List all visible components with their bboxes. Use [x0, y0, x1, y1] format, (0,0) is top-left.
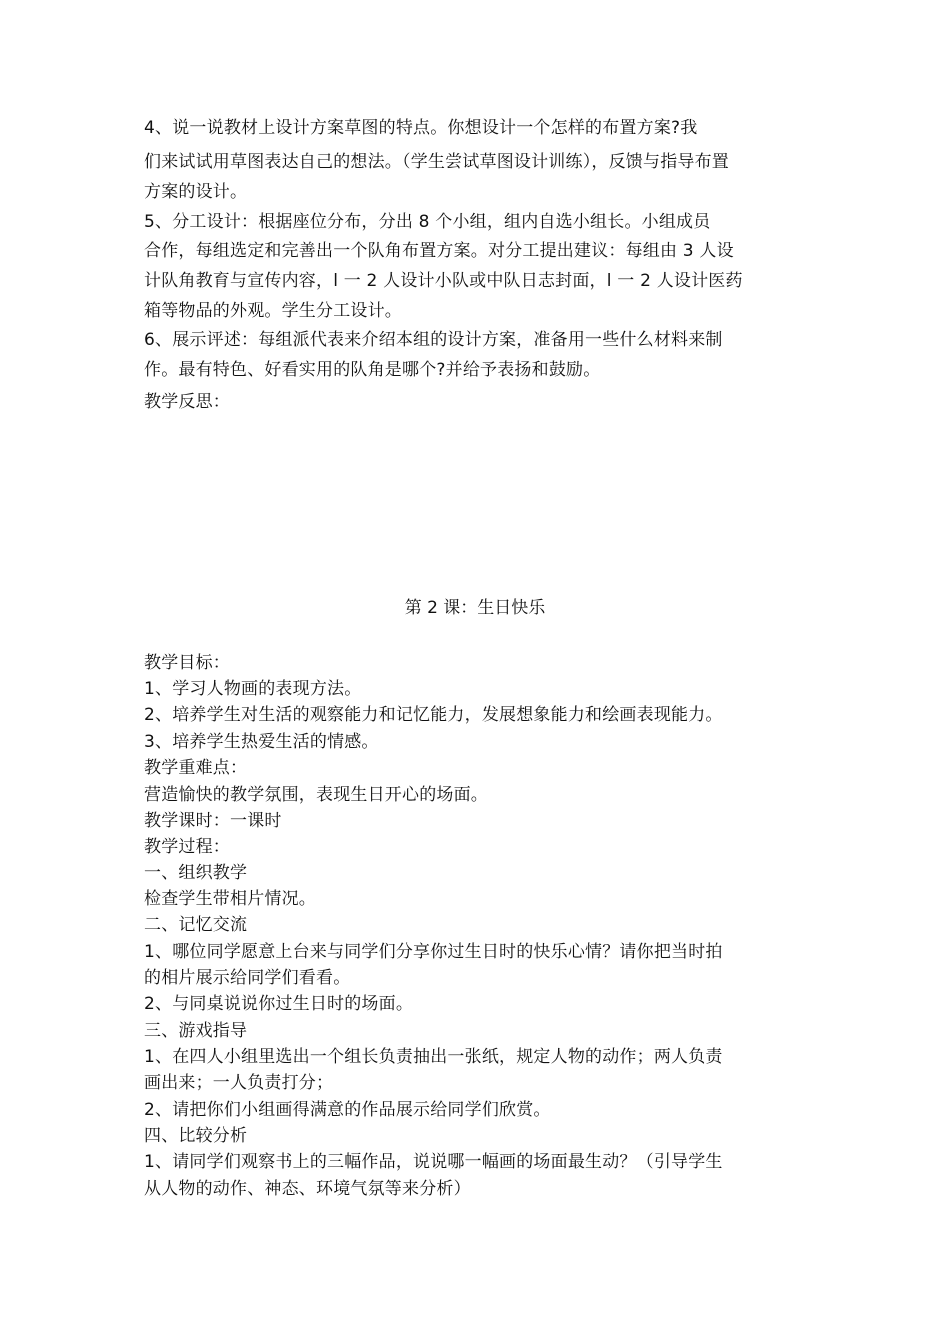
- paragraph-line: 作。最有特色、好看实用的队角是哪个?并给予表扬和鼓励。: [144, 360, 601, 380]
- paragraph-line: 1、哪位同学愿意上台来与同学们分享你过生日时的快乐心情？请你把当时拍: [144, 942, 723, 962]
- paragraph-line: 6、展示评述：每组派代表来介绍本组的设计方案，准备用一些什么材料来制: [144, 330, 723, 350]
- paragraph-line: 2、请把你们小组画得满意的作品展示给同学们欣赏。: [144, 1100, 551, 1120]
- paragraph-line: 1、请同学们观察书上的三幅作品，说说哪一幅画的场面最生动？（引导学生: [144, 1152, 723, 1172]
- list-item: 3、培养学生热爱生活的情感。: [144, 732, 379, 752]
- subsection-heading: 一、组织教学: [144, 863, 248, 883]
- paragraph-line: 的相片展示给同学们看看。: [144, 968, 351, 988]
- section-heading: 教学过程：: [144, 837, 230, 857]
- paragraph-line: 方案的设计。: [144, 182, 248, 202]
- paragraph-line: 5、分工设计：根据座位分布，分出 8 个小组，组内自选小组长。小组成员: [144, 212, 711, 232]
- paragraph-line: 从人物的动作、神态、环境气氛等来分析）: [144, 1179, 471, 1199]
- subsection-heading: 二、记忆交流: [144, 915, 248, 935]
- paragraph-line: 4、说一说教材上设计方案草图的特点。你想设计一个怎样的布置方案?我: [144, 118, 698, 138]
- section-heading: 教学重难点：: [144, 758, 248, 778]
- list-item: 2、培养学生对生活的观察能力和记忆能力，发展想象能力和绘画表现能力。: [144, 705, 723, 725]
- paragraph-line: 合作，每组选定和完善出一个队角布置方案。对分工提出建议：每组由 3 人设: [144, 241, 734, 261]
- list-item: 1、学习人物画的表现方法。: [144, 679, 362, 699]
- paragraph-line: 计队角教育与宣传内容，l 一 2 人设计小队或中队日志封面，l 一 2 人设计医药: [144, 271, 743, 291]
- paragraph-line: 1、在四人小组里选出一个组长负责抽出一张纸，规定人物的动作；两人负责: [144, 1047, 723, 1067]
- paragraph-line: 画出来；一人负责打分；: [144, 1073, 334, 1093]
- subsection-heading: 四、比较分析: [144, 1126, 248, 1146]
- paragraph-line: 营造愉快的教学氛围，表现生日开心的场面。: [144, 785, 488, 805]
- subsection-heading: 三、游戏指导: [144, 1021, 248, 1041]
- paragraph-line: 们来试试用草图表达自己的想法。（学生尝试草图设计训练），反馈与指导布置: [144, 152, 729, 172]
- reflection-heading: 教学反思：: [144, 392, 230, 412]
- lesson-title: 第 2 课：生日快乐: [404, 598, 546, 618]
- paragraph-line: 检查学生带相片情况。: [144, 889, 316, 909]
- paragraph-line: 箱等物品的外观。学生分工设计。: [144, 301, 402, 321]
- section-heading: 教学目标：: [144, 653, 230, 673]
- section-heading: 教学课时：一课时: [144, 811, 282, 831]
- paragraph-line: 2、与同桌说说你过生日时的场面。: [144, 994, 414, 1014]
